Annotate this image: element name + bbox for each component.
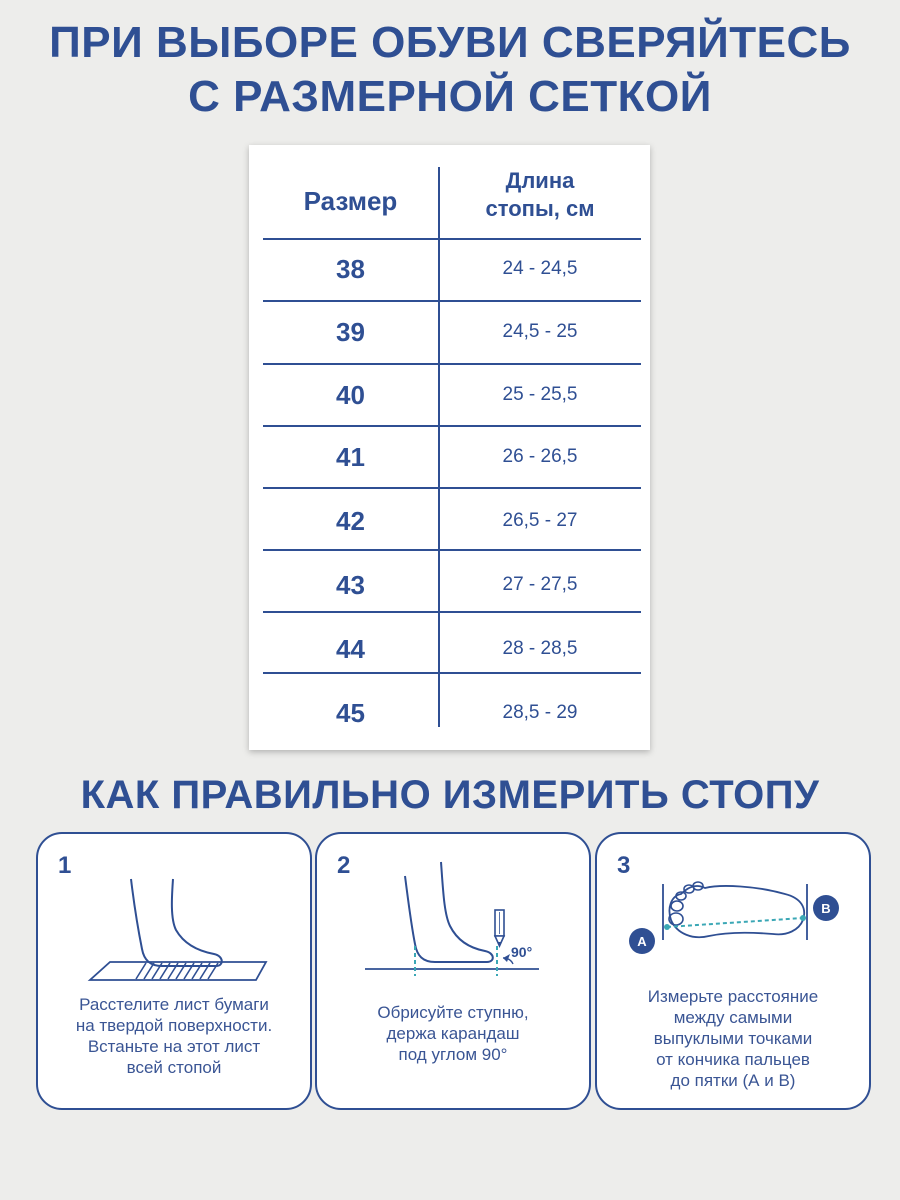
step-text-line: между самыми [673,1008,793,1027]
table-row [249,618,650,680]
step-text-line: на твердой поверхности. [75,1016,273,1035]
step-text-line: под углом 90° [398,1045,508,1064]
step-number: 1 [58,852,72,879]
step-text-line: Обрисуйте ступню, [377,1003,529,1022]
foot-pencil-outline-icon [317,834,593,994]
step-description [327,1002,579,1065]
step-description [48,994,300,1078]
row-rule [263,487,641,489]
column-header-length-line-1: Длина [505,168,575,193]
table-row [249,490,650,552]
page-title-line-1: ПРИ ВЫБОРЕ ОБУВИ СВЕРЯЙТЕСЬ [49,18,851,67]
length-cell: 25 - 25,5 [502,384,578,405]
table-row [249,426,650,488]
column-header-length [440,167,640,223]
step-text-line: всей стопой [126,1058,222,1077]
length-cell: 26,5 - 27 [502,510,578,531]
column-header-length-line-2: стопы, см [485,196,595,221]
row-rule [263,549,641,551]
size-cell: 44 [336,634,365,664]
page-title-line-2: С РАЗМЕРНОЙ СЕТКОЙ [188,72,712,121]
step-number: 2 [337,852,351,879]
table-row [249,554,650,616]
step-text-line: выпуклыми точками [653,1029,813,1048]
row-rule [263,611,641,613]
row-rule [263,672,641,674]
angle-label: 90° [511,944,533,960]
table-row [249,364,650,426]
step-text-line: Расстелите лист бумаги [79,995,269,1014]
step-number: 3 [617,852,631,879]
size-cell: 40 [336,380,365,410]
size-cell: 43 [336,570,365,600]
column-header-size: Размер [303,186,398,216]
step-card-3 [595,832,871,1110]
length-cell: 28 - 28,5 [502,638,578,659]
step-text-line: Измерьте расстояние [647,987,819,1006]
length-cell: 28,5 - 29 [502,702,578,723]
size-cell: 41 [336,442,365,472]
step-text-line: от кончика пальцев [656,1050,810,1069]
size-cell: 39 [336,317,365,347]
size-cell: 42 [336,506,365,536]
length-cell: 26 - 26,5 [502,446,578,467]
table-row [249,301,650,363]
point-b-label: B [821,901,831,916]
table-row [249,238,650,300]
table-row [249,682,650,744]
step-card-1 [36,832,312,1110]
size-cell: 38 [336,254,365,284]
foot-on-paper-icon [38,834,314,994]
foot-length-measure-icon [597,834,873,994]
length-cell: 27 - 27,5 [502,574,578,595]
step-text-line: до пятки (А и В) [670,1071,796,1090]
section-title-measure: КАК ПРАВИЛЬНО ИЗМЕРИТЬ СТОПУ [80,773,820,817]
length-cell: 24 - 24,5 [502,258,578,279]
length-cell: 24,5 - 25 [502,321,578,342]
step-text-line: держа карандаш [386,1024,520,1043]
point-a-label: A [637,934,647,949]
step-card-2 [315,832,591,1110]
step-text-line: Встаньте на этот лист [87,1037,261,1056]
size-chart-card [249,145,650,750]
size-cell: 45 [336,698,365,728]
step-description [607,986,859,1091]
